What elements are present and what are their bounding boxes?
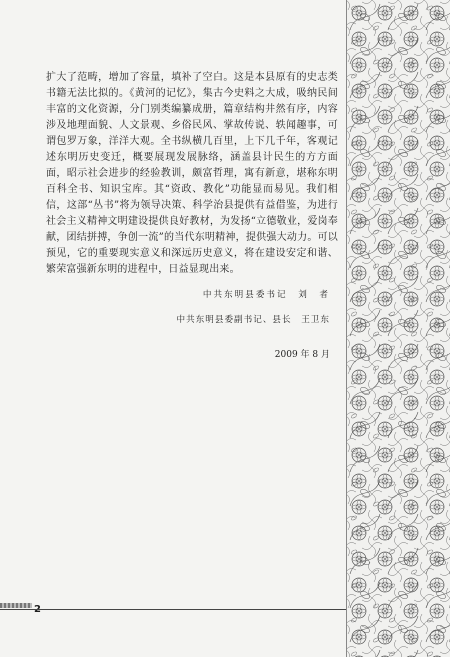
footer-ornament — [0, 603, 32, 608]
signature-secretary: 中共东明县委书记 刘 者 — [202, 290, 330, 300]
body-paragraph: 扩大了范畴，增加了容量，填补了空白。这是本县原有的史志类书籍无法比拟的。《黄河的记忆》，集古今史料之大成，吸纳民间丰富的文化资源，分门别类编纂成册，篇章结构井然有序，内容涉及地理面貌、人文景观、乡俗民风、掌故传说、轶闻趣事，可谓包罗万象，洋洋大观。全书纵横几百里，上下几千年，客观记述东明历史变迁，概要展现发展脉络，涵盖县计民生的方方面面，昭示社会进步的经验教训，颇富哲理，寓有新意，堪称东明百科全书、知识宝库。其“资政、教化”功能显而易见。我们相信，这部“丛书”将为领导决策、科学治县提供有益借鉴，为进行社会主义精神文明建设提供良好教材，为发扬“立德敬业，爱岗奉献，团结拼搏，争创一流”的当代东明精神，提供强大动力。可以预见，它的重要现实意义和深远历史意义，将在建设安定和谐、繁荣富强新东明的进程中，日益显现出来。 — [46, 72, 338, 275]
signature-county-head: 中共东明县委副书记、县长 王卫东 — [176, 315, 330, 325]
footer-rule — [0, 609, 346, 610]
signature-date: 2009 年 8 月 — [274, 350, 330, 360]
floral-border-decoration — [346, 0, 450, 657]
body-text — [46, 70, 338, 278]
